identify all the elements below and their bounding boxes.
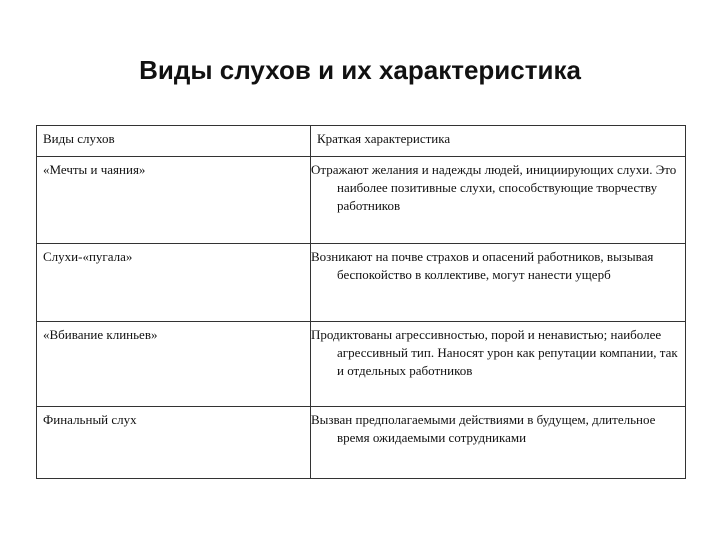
slide-title: Виды слухов и их характеристика [139,55,581,85]
rumor-type-cell: Финальный слух [37,407,311,479]
table-header-row [37,126,686,157]
rumor-description-cell: Продиктованы агрессивностью, порой и ненавистью; наиболее агрессивный тип. Наносят урон как репутации компании, так и отдельных работников [311,322,686,407]
rumor-type-cell: «Вбивание клиньев» [37,322,311,407]
table-row [37,244,686,322]
table-row [37,407,686,479]
header-cell-type: Виды слухов [37,126,311,157]
rumor-type-cell: «Мечты и чаяния» [37,157,311,244]
header-cell-description: Краткая характеристика [311,126,686,157]
rumor-description-cell: Возникают на почве страхов и опасений работников, вызывая беспокойство в коллективе, могут нанести ущерб [311,244,686,322]
table-row [37,322,686,407]
table-row [37,157,686,244]
rumors-table [36,125,686,479]
rumor-description-cell: Отражают желания и надежды людей, инициирующих слухи. Это наиболее позитивные слухи, способствующие творчеству работников [311,157,686,244]
rumor-description-cell: Вызван предполагаемыми действиями в будущем, длительное время ожидаемыми сотрудниками [311,407,686,479]
rumor-type-cell: Слухи-«пугала» [37,244,311,322]
